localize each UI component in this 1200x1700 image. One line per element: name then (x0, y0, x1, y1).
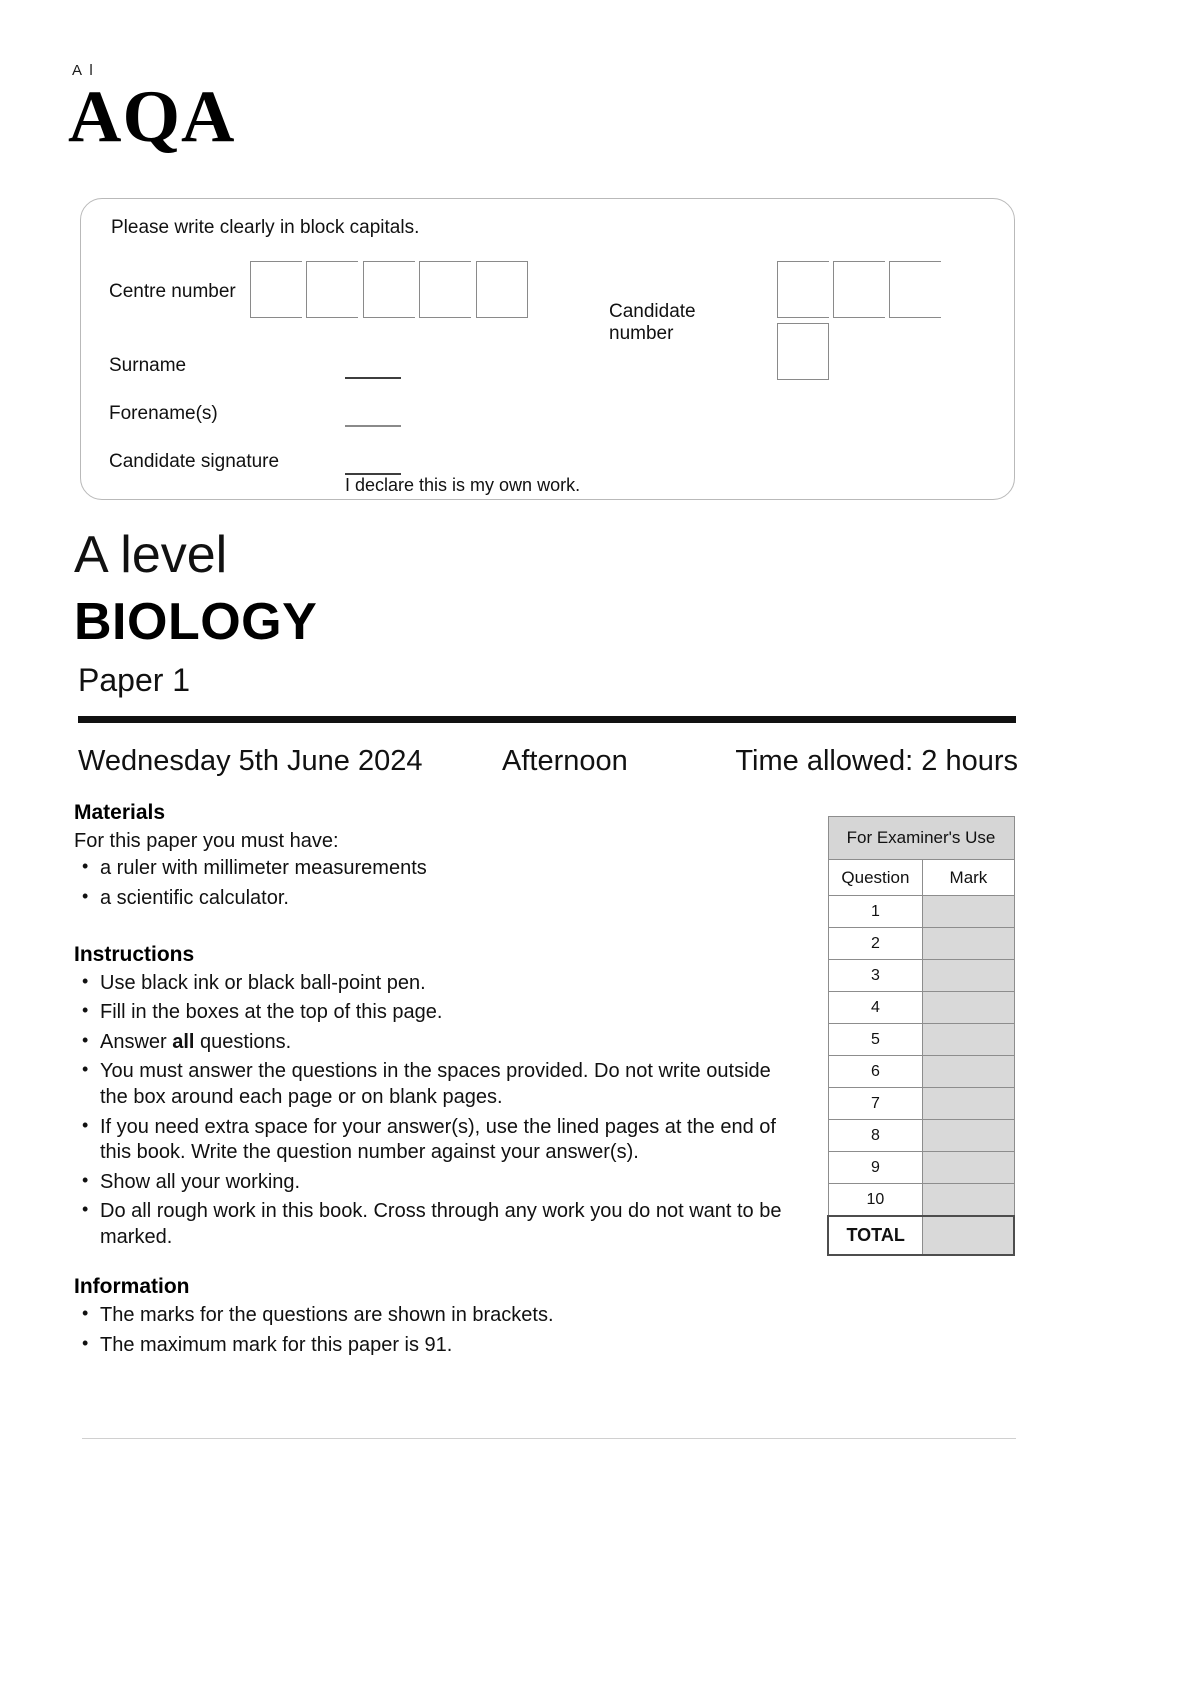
table-row (828, 1024, 1014, 1056)
list-item-answer-all (100, 1030, 804, 1056)
question-number: 7 (828, 1088, 923, 1120)
candidate-number-cell[interactable] (777, 323, 829, 380)
mark-entry-cell[interactable] (923, 1056, 1014, 1088)
list-item: • a ruler with millimeter measurements (100, 856, 804, 882)
answer-suffix: questions. (194, 1030, 292, 1053)
candidate-signature-label: Candidate signature (109, 451, 280, 472)
time-allowed: Time allowed: 2 hours (735, 745, 1018, 777)
list-item: • The maximum mark for this paper is 91. (100, 1333, 804, 1359)
column-header-question: Question (828, 860, 923, 896)
centre-number-cell[interactable] (250, 261, 302, 318)
centre-number-label: Centre number (109, 281, 236, 302)
question-number: 10 (828, 1184, 923, 1217)
total-mark-cell[interactable] (923, 1216, 1014, 1255)
instructions-column (74, 800, 804, 1363)
list-item: • The marks for the questions are shown in brackets. (100, 1303, 804, 1329)
centre-number-cell[interactable] (306, 261, 358, 318)
question-number: 9 (828, 1152, 923, 1184)
question-number: 4 (828, 992, 923, 1024)
question-number: 8 (828, 1120, 923, 1152)
surname-label: Surname (109, 355, 187, 376)
candidate-number-cell[interactable] (833, 261, 885, 318)
column-header-mark: Mark (923, 860, 1014, 896)
table-row-total (828, 1216, 1014, 1255)
mark-entry-cell[interactable] (923, 896, 1014, 928)
centre-number-cell[interactable] (476, 261, 528, 318)
table-row-header-span (828, 817, 1014, 860)
exam-meta-row (78, 745, 1018, 785)
table-row (828, 1152, 1014, 1184)
instructions-list (74, 971, 804, 1251)
table-row (828, 1120, 1014, 1152)
mark-entry-cell[interactable] (923, 1120, 1014, 1152)
list-item: • Use black ink or black ball-point pen. (100, 971, 804, 997)
materials-list (74, 856, 804, 911)
declaration-text: I declare this is my own work. (345, 475, 581, 495)
information-list (74, 1303, 804, 1358)
mark-entry-cell[interactable] (923, 1024, 1014, 1056)
mark-entry-cell[interactable] (923, 960, 1014, 992)
list-item: • Show all your working. (100, 1170, 804, 1196)
subject-title: BIOLOGY (74, 593, 318, 651)
table-row (828, 1056, 1014, 1088)
table-row (828, 1088, 1014, 1120)
materials-intro: For this paper you must have: (74, 829, 339, 852)
mark-entry-cell[interactable] (923, 928, 1014, 960)
forename-label: Forename(s) (109, 403, 218, 424)
name-fields (109, 349, 709, 493)
centre-number-cell[interactable] (363, 261, 415, 318)
question-number: 6 (828, 1056, 923, 1088)
candidate-details-box (80, 198, 1015, 500)
list-item: • a scientific calculator. (100, 886, 804, 912)
table-row-column-heads (828, 860, 1014, 896)
mark-entry-cell[interactable] (923, 1152, 1014, 1184)
mark-entry-cell[interactable] (923, 1088, 1014, 1120)
number-entry-row (109, 261, 994, 344)
logo-small-text: A l (72, 62, 95, 79)
exam-session: Afternoon (502, 745, 628, 777)
table-row (828, 992, 1014, 1024)
answer-all-emphasis: all (172, 1030, 195, 1053)
question-number: 5 (828, 1024, 923, 1056)
examiner-table-title: For Examiner's Use (828, 817, 1014, 860)
title-divider (78, 716, 1016, 723)
total-label: TOTAL (828, 1216, 923, 1255)
table-row (828, 928, 1014, 960)
materials-heading: Materials (74, 801, 166, 824)
candidate-number-cell[interactable] (777, 261, 829, 318)
answer-prefix: Answer (100, 1030, 173, 1053)
qualification-level: A level (74, 526, 228, 584)
candidate-number-cell[interactable] (889, 261, 941, 318)
centre-number-group (109, 261, 528, 323)
instructions-heading: Instructions (74, 942, 195, 966)
table-row (828, 1184, 1014, 1217)
list-item: • If you need extra space for your answer(s), use the lined pages at the end of this book. Write the question number against your answer(s). (100, 1115, 804, 1166)
footer-divider (82, 1438, 1016, 1439)
aqa-logo (68, 62, 236, 158)
spacer (74, 916, 804, 942)
logo-wordmark: AQA (68, 76, 236, 158)
examiner-use-table (827, 816, 1015, 1256)
question-number: 3 (828, 960, 923, 992)
list-item: • Fill in the boxes at the top of this page. (100, 1000, 804, 1026)
question-number: 2 (828, 928, 923, 960)
candidate-number-label: Candidate number (609, 301, 696, 344)
table-row (828, 896, 1014, 928)
centre-number-cell[interactable] (419, 261, 471, 318)
candidate-number-input[interactable] (777, 261, 994, 385)
mark-entry-cell[interactable] (923, 1184, 1014, 1217)
paper-number: Paper 1 (78, 662, 191, 698)
forename-row (109, 397, 709, 445)
forename-input-rule[interactable] (345, 425, 401, 427)
list-item: • Do all rough work in this book. Cross through any work you do not want to be marked. (100, 1199, 804, 1250)
exam-date: Wednesday 5th June 2024 (78, 745, 423, 777)
block-capitals-note: Please write clearly in block capitals. (111, 217, 420, 238)
information-heading: Information (74, 1275, 190, 1299)
centre-number-input[interactable] (250, 261, 528, 323)
mark-entry-cell[interactable] (923, 992, 1014, 1024)
table-row (828, 960, 1014, 992)
list-item: • You must answer the questions in the spaces provided. Do not write outside the box around each page or on blank pages. (100, 1059, 804, 1110)
surname-row (109, 349, 709, 397)
surname-input-rule[interactable] (345, 377, 401, 379)
question-number: 1 (828, 896, 923, 928)
spacer (74, 1254, 804, 1274)
